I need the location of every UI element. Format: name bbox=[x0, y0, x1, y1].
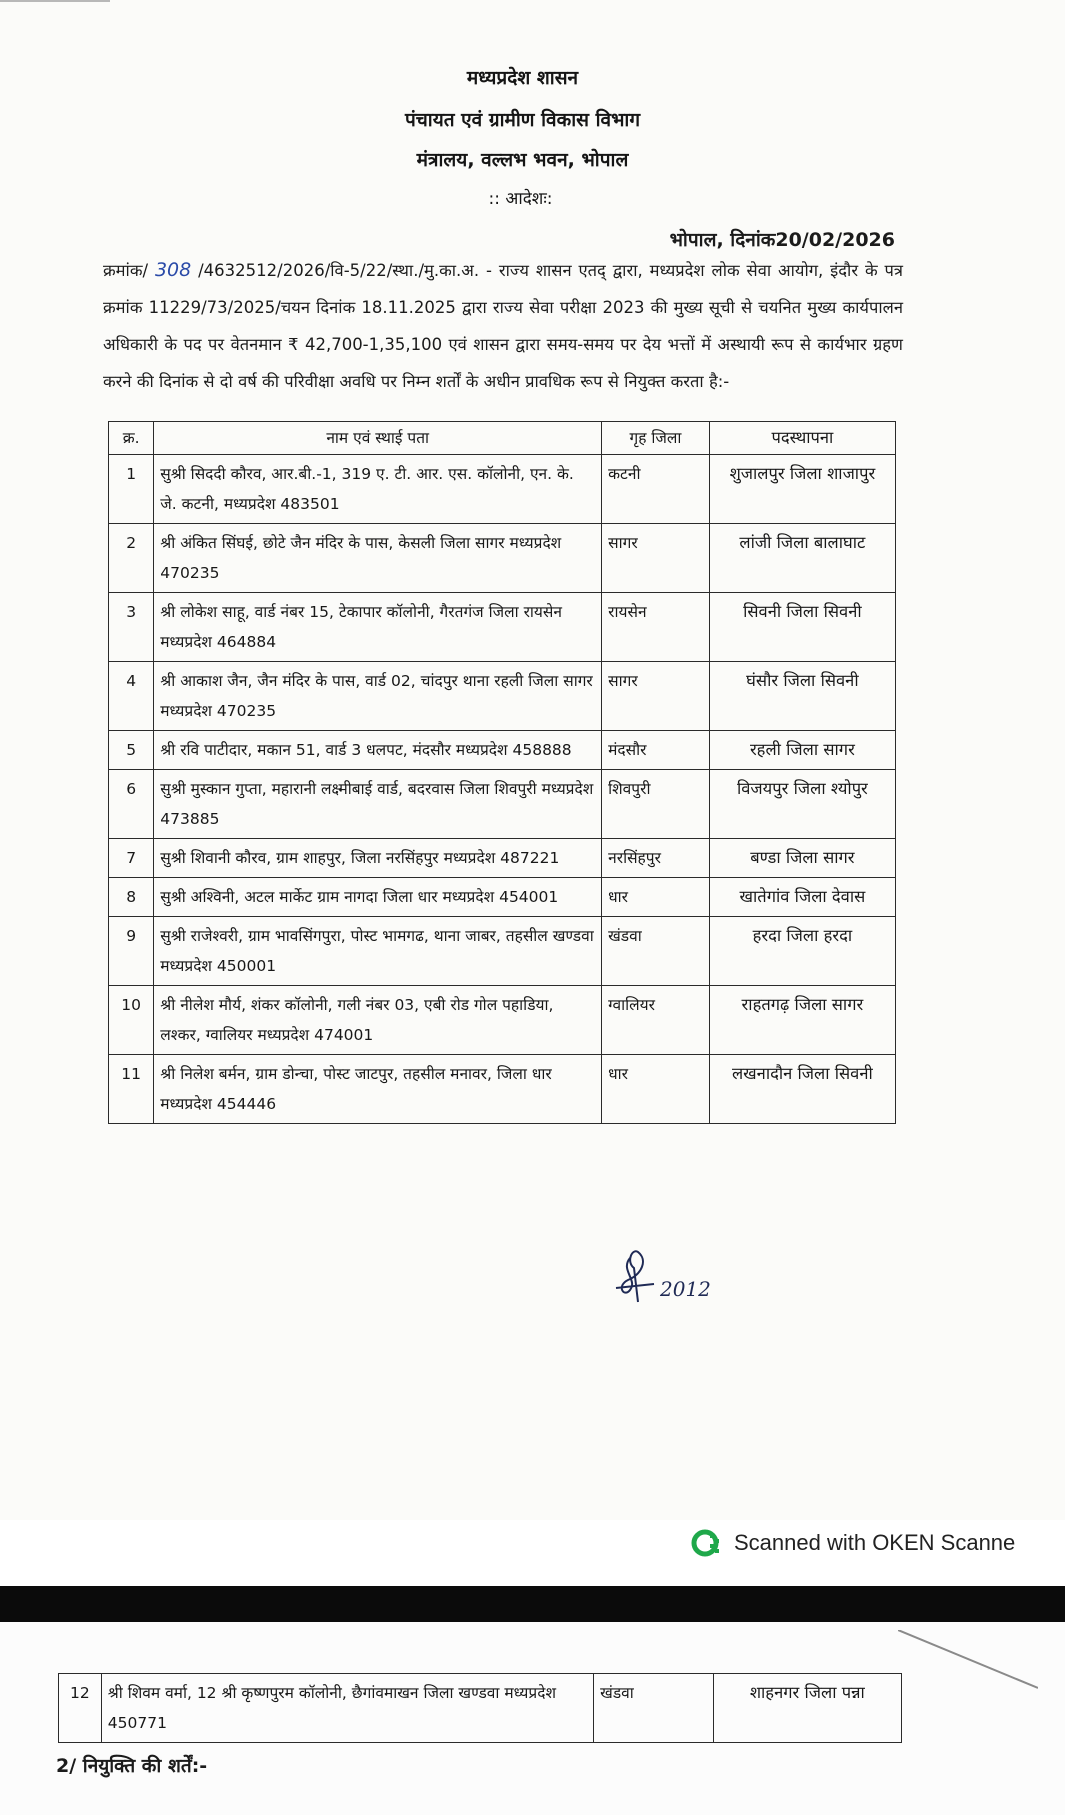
conditions-heading: 2/ नियुक्ति की शर्तें:- bbox=[56, 1755, 208, 1777]
page-edge-line bbox=[898, 1630, 1038, 1690]
home-district-cell: नरसिंहपुर bbox=[602, 839, 710, 878]
table-row bbox=[109, 917, 896, 986]
name-address-cell: श्री रवि पाटीदार, मकान 51, वार्ड 3 धलपट, मंदसौर मध्यप्रदेश 458888 bbox=[154, 731, 602, 770]
home-district-cell: सागर bbox=[602, 662, 710, 731]
home-district-cell: सागर bbox=[602, 524, 710, 593]
posting-cell: सिवनी जिला सिवनी bbox=[709, 593, 895, 662]
serial-cell: 3 bbox=[109, 593, 154, 662]
serial-cell: 1 bbox=[109, 455, 154, 524]
home-district-cell: शिवपुरी bbox=[602, 770, 710, 839]
posting-cell: रहली जिला सागर bbox=[709, 731, 895, 770]
name-address-cell: सुश्री सिददी कौरव, आर.बी.-1, 319 ए. टी. आर. एस. कॉलोनी, एन. के. जे. कटनी, मध्यप्रदेश 483501 bbox=[154, 455, 602, 524]
signature bbox=[608, 1240, 748, 1310]
table-row bbox=[109, 662, 896, 731]
table-row bbox=[59, 1674, 902, 1743]
header-department: पंचायत एवं ग्रामीण विकास विभाग bbox=[404, 109, 641, 131]
header-address: मंत्रालय, वल्लभ भवन, भोपाल bbox=[416, 149, 629, 171]
header-serial: क्र. bbox=[109, 422, 154, 455]
posting-cell: शुजालपुर जिला शाजापुर bbox=[709, 455, 895, 524]
serial-cell: 7 bbox=[109, 839, 154, 878]
serial-cell: 8 bbox=[109, 878, 154, 917]
serial-cell: 4 bbox=[109, 662, 154, 731]
table-body bbox=[109, 455, 896, 1124]
name-address-cell: श्री अंकित सिंघई, छोटे जैन मंदिर के पास, केसली जिला सागर मध्यप्रदेश 470235 bbox=[154, 524, 602, 593]
header-home-district: गृह जिला bbox=[602, 422, 710, 455]
name-address-cell: सुश्री शिवानी कौरव, ग्राम शाहपुर, जिला नरसिंहपुर मध्यप्रदेश 487221 bbox=[154, 839, 602, 878]
home-district-cell: ग्वालियर bbox=[602, 986, 710, 1055]
appointment-table bbox=[108, 421, 896, 1124]
home-district-cell: रायसेन bbox=[602, 593, 710, 662]
oken-scanner-icon bbox=[690, 1526, 724, 1560]
header-name-address: नाम एवं स्थाई पता bbox=[154, 422, 602, 455]
name-address-cell: सुश्री मुस्कान गुप्ता, महारानी लक्ष्मीबाई वार्ड, बदरवास जिला शिवपुरी मध्यप्रदेश 473885 bbox=[154, 770, 602, 839]
header-posting: पदस्थापना bbox=[709, 422, 895, 455]
order-prefix: क्रमांक/ bbox=[103, 261, 149, 280]
date-line: भोपाल, दिनांक20/02/2026 bbox=[669, 229, 895, 251]
posting-cell: घंसौर जिला सिवनी bbox=[709, 662, 895, 731]
header-order-title: :: आदेशः: bbox=[488, 189, 553, 209]
table-row bbox=[109, 593, 896, 662]
signature-text: 2012 bbox=[660, 1277, 711, 1301]
table-row bbox=[109, 839, 896, 878]
serial-cell: 12 bbox=[59, 1674, 102, 1743]
separator-band bbox=[0, 1586, 1065, 1622]
serial-cell: 6 bbox=[109, 770, 154, 839]
name-address-cell: श्री निलेश बर्मन, ग्राम डोन्चा, पोस्ट जाटपुर, तहसील मनावर, जिला धार मध्यप्रदेश 454446 bbox=[154, 1055, 602, 1124]
posting-cell: हरदा जिला हरदा bbox=[709, 917, 895, 986]
order-paragraph bbox=[103, 252, 903, 400]
home-district-cell: खंडवा bbox=[602, 917, 710, 986]
table-row bbox=[109, 1055, 896, 1124]
posting-cell: खातेगांव जिला देवास bbox=[709, 878, 895, 917]
serial-cell: 2 bbox=[109, 524, 154, 593]
posting-cell: शाहनगर जिला पन्ना bbox=[713, 1674, 901, 1743]
name-address-cell: श्री नीलेश मौर्य, शंकर कॉलोनी, गली नंबर 03, एबी रोड गोल पहाडिया, लश्कर, ग्वालियर मध्यप्रदेश 474001 bbox=[154, 986, 602, 1055]
name-address-cell: सुश्री राजेश्वरी, ग्राम भावसिंगपुरा, पोस्ट भामगढ, थाना जाबर, तहसील खण्डवा मध्यप्रदेश 450001 bbox=[154, 917, 602, 986]
home-district-cell: खंडवा bbox=[594, 1674, 713, 1743]
table-header-row bbox=[109, 422, 896, 455]
name-address-cell: श्री आकाश जैन, जैन मंदिर के पास, वार्ड 02, चांदपुर थाना रहली जिला सागर मध्यप्रदेश 470235 bbox=[154, 662, 602, 731]
home-district-cell: धार bbox=[602, 1055, 710, 1124]
table-row bbox=[109, 524, 896, 593]
posting-cell: लांजी जिला बालाघाट bbox=[709, 524, 895, 593]
posting-cell: राहतगढ़ जिला सागर bbox=[709, 986, 895, 1055]
home-district-cell: धार bbox=[602, 878, 710, 917]
posting-cell: बण्डा जिला सागर bbox=[709, 839, 895, 878]
header-government: मध्यप्रदेश शासन bbox=[466, 67, 579, 89]
page-corner-mark bbox=[0, 0, 110, 8]
order-number: 308 bbox=[154, 259, 192, 281]
posting-cell: विजयपुर जिला श्योपुर bbox=[709, 770, 895, 839]
table-row bbox=[109, 770, 896, 839]
name-address-cell: सुश्री अश्विनी, अटल मार्केट ग्राम नागदा जिला धार मध्यप्रदेश 454001 bbox=[154, 878, 602, 917]
serial-cell: 10 bbox=[109, 986, 154, 1055]
table-row bbox=[109, 878, 896, 917]
name-address-cell: श्री लोकेश साहू, वार्ड नंबर 15, टेकापार कॉलोनी, गैरतगंज जिला रायसेन मध्यप्रदेश 464884 bbox=[154, 593, 602, 662]
appointment-table-continued bbox=[58, 1673, 902, 1743]
serial-cell: 5 bbox=[109, 731, 154, 770]
table-row bbox=[109, 986, 896, 1055]
table-row bbox=[109, 731, 896, 770]
table-body-continued bbox=[59, 1674, 902, 1743]
name-address-cell: श्री शिवम वर्मा, 12 श्री कृष्णपुरम कॉलोनी, छैगांवमाखन जिला खण्डवा मध्यप्रदेश 450771 bbox=[101, 1674, 593, 1743]
scan-badge bbox=[690, 1520, 1065, 1566]
home-district-cell: मंदसौर bbox=[602, 731, 710, 770]
posting-cell: लखनादौन जिला सिवनी bbox=[709, 1055, 895, 1124]
table-row bbox=[109, 455, 896, 524]
scan-badge-text: Scanned with OKEN Scanne bbox=[734, 1530, 1016, 1555]
order-text: /4632512/2026/वि-5/22/स्था./मु.का.अ. - राज्य शासन एतद् द्वारा, मध्यप्रदेश लोक सेवा आयोग, इंदौर के पत्र क्रमांक 11229/73/2025/चयन दिनांक 18.11.2025 द्वारा राज्य सेवा परीक्षा 2023 की मुख्य सूची से चयनित मुख्य कार्यपालन अधिकारी के पद पर वेतनमान ₹ 42,700-1,35,100 एवं शासन द्वारा समय-समय पर देय भत्तों में अस्थायी रूप से कार्यभार ग्रहण करने की दिनांक से दो वर्ष की परिवीक्षा अवधि पर निम्न शर्तों के अधीन प्रावधिक रूप से नियुक्त करता है:- bbox=[103, 261, 904, 391]
serial-cell: 9 bbox=[109, 917, 154, 986]
serial-cell: 11 bbox=[109, 1055, 154, 1124]
home-district-cell: कटनी bbox=[602, 455, 710, 524]
